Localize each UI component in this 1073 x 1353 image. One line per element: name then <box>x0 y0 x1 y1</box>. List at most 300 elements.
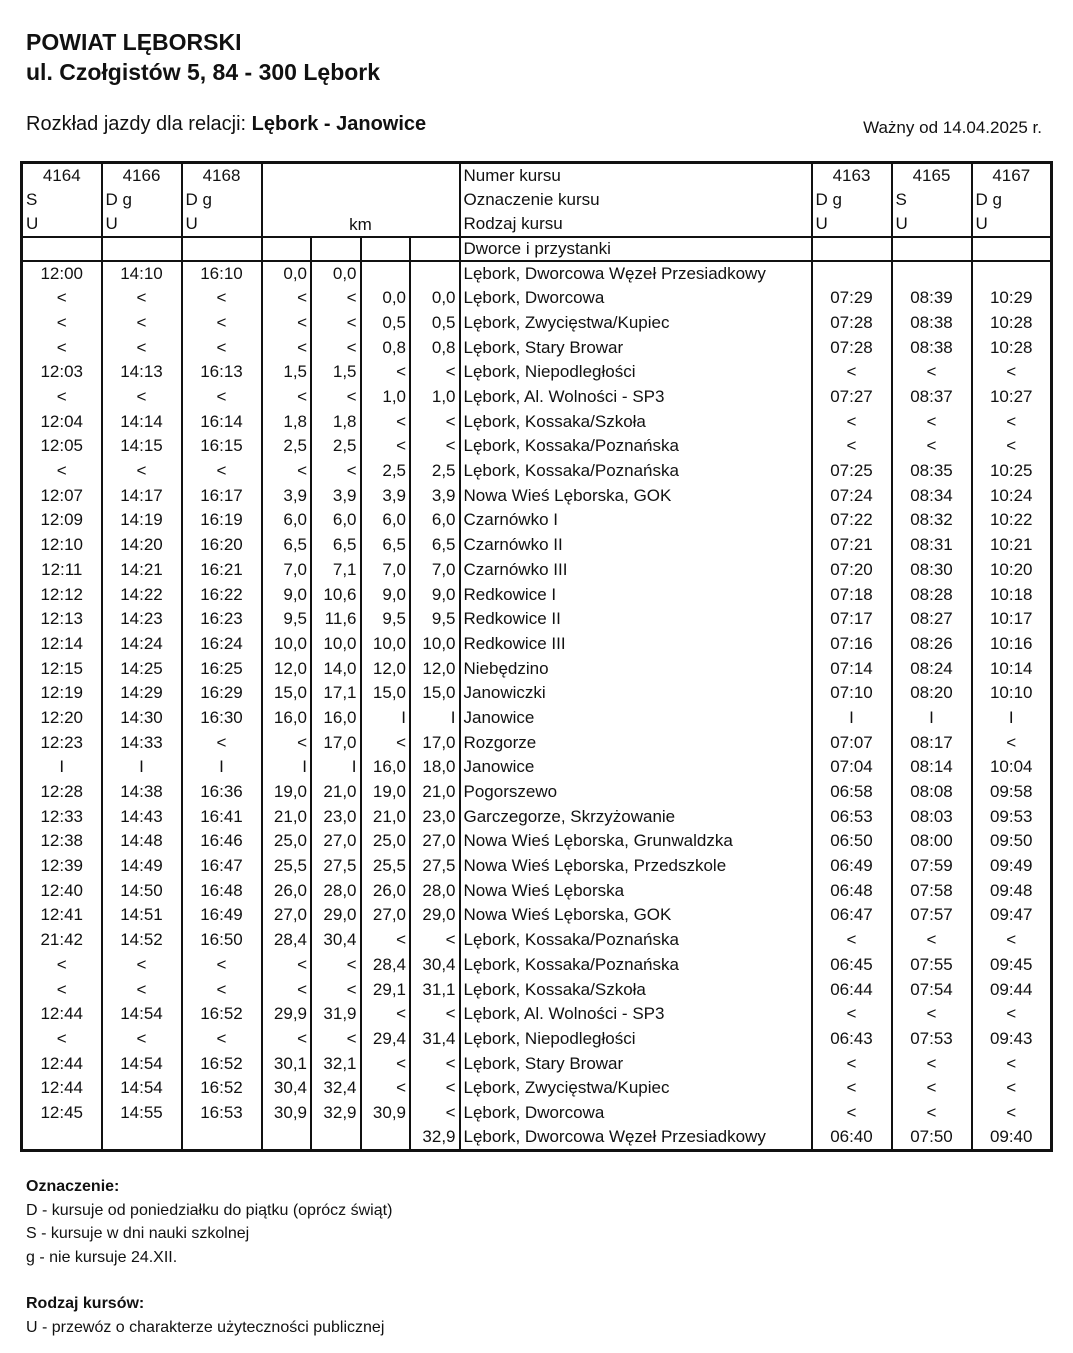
distance-km: < <box>410 1002 460 1027</box>
departure-time: < <box>182 311 262 336</box>
departure-time: < <box>56 954 67 974</box>
distance-km: < <box>262 953 312 978</box>
departure-time: 16:29 <box>182 681 262 706</box>
distance-km: < <box>262 385 312 410</box>
stop-row <box>22 953 1052 978</box>
departure-time: 09:53 <box>972 804 1052 829</box>
departure-time: 08:31 <box>892 533 972 558</box>
distance-km: 27,5 <box>311 854 361 879</box>
stop-name: Lębork, Kossaka/Poznańska <box>460 434 812 459</box>
distance-km: < <box>311 286 361 311</box>
departure-time: 16:21 <box>182 558 262 583</box>
distance-km: 15,0 <box>361 681 411 706</box>
distance-km: 17,0 <box>410 730 460 755</box>
departure-time: 07:57 <box>892 903 972 928</box>
departure-time: < <box>892 434 972 459</box>
distance-km <box>410 261 460 286</box>
departure-time: < <box>812 409 892 434</box>
departure-time: 07:16 <box>812 632 892 657</box>
departure-time: 07:24 <box>812 483 892 508</box>
header-row-type <box>22 212 1052 237</box>
departure-time: 07:54 <box>892 977 972 1002</box>
departure-time: 16:53 <box>182 1101 262 1126</box>
stop-row <box>22 483 1052 508</box>
stop-row <box>22 854 1052 879</box>
departure-time: 08:08 <box>892 780 972 805</box>
departure-time: 12:00 <box>22 261 102 286</box>
course-mark: D g <box>102 187 182 212</box>
distance-km: 10,0 <box>361 632 411 657</box>
distance-km: 3,9 <box>311 483 361 508</box>
stop-row <box>22 755 1052 780</box>
departure-time: 16:30 <box>182 706 262 731</box>
distance-km: 0,0 <box>311 261 361 286</box>
departure-time: 12:12 <box>40 584 84 604</box>
departure-time: 12:44 <box>40 1053 84 1073</box>
distance-km: 16,0 <box>262 706 312 731</box>
departure-time: 14:38 <box>102 780 182 805</box>
departure-time: 07:07 <box>812 730 892 755</box>
distance-km: < <box>262 459 312 484</box>
departure-time: 09:49 <box>972 854 1052 879</box>
departure-time: < <box>182 730 262 755</box>
departure-time: < <box>56 387 67 407</box>
row-label-mark: Oznaczenie kursu <box>460 187 812 212</box>
departure-time: 08:39 <box>892 286 972 311</box>
departure-time: < <box>102 953 182 978</box>
stop-name: Lębork, Kossaka/Szkoła <box>460 409 812 434</box>
departure-time: 08:35 <box>892 459 972 484</box>
course-type: U <box>102 212 182 237</box>
km-header: km <box>262 187 460 236</box>
distance-km: 29,9 <box>262 1002 312 1027</box>
distance-km: 31,9 <box>311 1002 361 1027</box>
departure-time: 06:44 <box>812 977 892 1002</box>
distance-km: 6,0 <box>410 508 460 533</box>
stop-row <box>22 360 1052 385</box>
departure-time: 08:17 <box>892 730 972 755</box>
distance-km: 21,0 <box>410 780 460 805</box>
distance-km: 27,0 <box>361 903 411 928</box>
distance-km: 6,0 <box>361 508 411 533</box>
departure-time: 07:29 <box>812 286 892 311</box>
stop-name: Nowa Wieś Lęborska, GOK <box>460 483 812 508</box>
departure-time: < <box>972 1051 1052 1076</box>
departure-time: 16:13 <box>182 360 262 385</box>
timetable <box>20 161 1053 1152</box>
departure-time: < <box>56 288 67 308</box>
departure-time: 16:36 <box>182 780 262 805</box>
departure-time: 14:49 <box>102 854 182 879</box>
departure-time: 06:58 <box>812 780 892 805</box>
departure-time: 09:44 <box>972 977 1052 1002</box>
distance-km: 30,9 <box>361 1101 411 1126</box>
timetable-body <box>22 163 1052 1151</box>
course-number: 4164 <box>42 165 81 185</box>
distance-km: 9,5 <box>410 607 460 632</box>
stop-row <box>22 1002 1052 1027</box>
stop-row <box>22 582 1052 607</box>
distance-km: 28,4 <box>262 928 312 953</box>
distance-km: 18,0 <box>410 755 460 780</box>
stop-name: Janowice <box>460 755 812 780</box>
course-type: U <box>892 212 972 237</box>
distance-km: 25,5 <box>361 854 411 879</box>
stop-name: Nowa Wieś Lęborska <box>460 878 812 903</box>
departure-time: 14:25 <box>102 656 182 681</box>
departure-time: I <box>102 755 182 780</box>
stop-row <box>22 804 1052 829</box>
stop-row <box>22 261 1052 286</box>
departure-time: 16:23 <box>182 607 262 632</box>
distance-km: 6,0 <box>311 508 361 533</box>
stop-name: Lębork, Kossaka/Poznańska <box>460 928 812 953</box>
departure-time: 10:28 <box>972 311 1052 336</box>
distance-km: 9,5 <box>361 607 411 632</box>
departure-time: 16:52 <box>182 1002 262 1027</box>
stop-row <box>22 681 1052 706</box>
departure-time: < <box>182 335 262 360</box>
legend-notes <box>26 1175 392 1339</box>
stop-name: Redkowice III <box>460 632 812 657</box>
departure-time: < <box>892 1002 972 1027</box>
stop-name: Lębork, Niepodległości <box>460 360 812 385</box>
distance-km <box>361 1125 411 1150</box>
distance-km: < <box>361 1051 411 1076</box>
distance-km: 6,5 <box>361 533 411 558</box>
distance-km: < <box>262 730 312 755</box>
stop-name: Niebędzino <box>460 656 812 681</box>
distance-km: I <box>410 706 460 731</box>
departure-time: 16:50 <box>182 928 262 953</box>
stop-name: Czarnówko I <box>460 508 812 533</box>
distance-km: 17,1 <box>311 681 361 706</box>
distance-km: 23,0 <box>410 804 460 829</box>
distance-km: 0,0 <box>262 261 312 286</box>
departure-time: 06:43 <box>812 1027 892 1052</box>
course-mark: D g <box>182 187 262 212</box>
distance-km: < <box>311 459 361 484</box>
departure-time: 16:46 <box>182 829 262 854</box>
departure-time: 14:50 <box>102 878 182 903</box>
stop-row <box>22 409 1052 434</box>
departure-time: < <box>182 977 262 1002</box>
departure-time: 12:14 <box>40 633 84 653</box>
departure-time: 10:16 <box>972 632 1052 657</box>
departure-time: 07:58 <box>892 878 972 903</box>
distance-km: < <box>361 409 411 434</box>
departure-time: < <box>102 1027 182 1052</box>
distance-km: 31,4 <box>410 1027 460 1052</box>
distance-km: < <box>361 928 411 953</box>
organization-header <box>26 27 380 87</box>
departure-time: < <box>972 1101 1052 1126</box>
departure-time: 16:41 <box>182 804 262 829</box>
distance-km: < <box>311 335 361 360</box>
stop-name: Lębork, Kossaka/Poznańska <box>460 459 812 484</box>
course-number: 4167 <box>972 163 1052 188</box>
distance-km: < <box>262 311 312 336</box>
departure-time: 07:28 <box>812 311 892 336</box>
departure-time: 16:22 <box>182 582 262 607</box>
departure-time: < <box>56 979 67 999</box>
distance-km: 17,0 <box>311 730 361 755</box>
stop-name: Rozgorze <box>460 730 812 755</box>
departure-time: 09:50 <box>972 829 1052 854</box>
departure-time: 07:22 <box>812 508 892 533</box>
departure-time: < <box>972 1076 1052 1101</box>
departure-time: 12:03 <box>40 362 84 382</box>
row-label-type: Rodzaj kursu <box>460 212 812 237</box>
distance-km: 30,4 <box>410 953 460 978</box>
course-type: U <box>972 212 1052 237</box>
distance-km: < <box>311 953 361 978</box>
stop-name: Lębork, Dworcowa <box>460 1101 812 1126</box>
stop-row <box>22 607 1052 632</box>
stop-row <box>22 878 1052 903</box>
departure-time: < <box>182 385 262 410</box>
departure-time: 06:48 <box>812 878 892 903</box>
departure-time: I <box>972 706 1052 731</box>
departure-time: 12:44 <box>40 1004 84 1024</box>
departure-time: 14:54 <box>102 1051 182 1076</box>
departure-time: < <box>892 928 972 953</box>
departure-time: 10:27 <box>972 385 1052 410</box>
departure-time: 16:24 <box>182 632 262 657</box>
departure-time: 14:52 <box>102 928 182 953</box>
departure-time: 07:50 <box>892 1125 972 1150</box>
distance-km: < <box>311 311 361 336</box>
departure-time: 08:30 <box>892 558 972 583</box>
distance-km: 21,0 <box>311 780 361 805</box>
distance-km: 7,0 <box>410 558 460 583</box>
course-mark: D g <box>972 187 1052 212</box>
distance-km: 12,0 <box>361 656 411 681</box>
departure-time <box>972 261 1052 286</box>
stop-row <box>22 1027 1052 1052</box>
departure-time: < <box>102 459 182 484</box>
departure-time: 10:20 <box>972 558 1052 583</box>
course-type: U <box>26 213 39 233</box>
stop-row <box>22 1051 1052 1076</box>
departure-time: 07:25 <box>812 459 892 484</box>
departure-time: < <box>812 1076 892 1101</box>
departure-time: 16:47 <box>182 854 262 879</box>
distance-km: 1,0 <box>361 385 411 410</box>
distance-km: 1,5 <box>311 360 361 385</box>
departure-time: 08:14 <box>892 755 972 780</box>
departure-time: 21:42 <box>40 930 84 950</box>
stop-name: Lębork, Zwycięstwa/Kupiec <box>460 311 812 336</box>
departure-time: 14:48 <box>102 829 182 854</box>
distance-km: I <box>262 755 312 780</box>
departure-time: 07:18 <box>812 582 892 607</box>
stop-name: Lębork, Kossaka/Poznańska <box>460 953 812 978</box>
departure-time: 16:15 <box>182 434 262 459</box>
departure-time: 14:20 <box>102 533 182 558</box>
departure-time: < <box>972 1002 1052 1027</box>
distance-km: I <box>361 706 411 731</box>
stop-row <box>22 434 1052 459</box>
stop-row <box>22 829 1052 854</box>
stop-name: Lębork, Dworcowa Węzeł Przesiadkowy <box>460 261 812 286</box>
distance-km: 19,0 <box>262 780 312 805</box>
distance-km: < <box>262 335 312 360</box>
distance-km: 7,1 <box>311 558 361 583</box>
departure-time: I <box>812 706 892 731</box>
distance-km: 6,5 <box>262 533 312 558</box>
departure-time: < <box>812 1002 892 1027</box>
departure-time: 14:30 <box>102 706 182 731</box>
relation-prefix: Rozkład jazdy dla relacji: <box>26 113 247 135</box>
distance-km: 21,0 <box>262 804 312 829</box>
distance-km: 25,5 <box>262 854 312 879</box>
departure-time: 14:13 <box>102 360 182 385</box>
departure-time: 14:51 <box>102 903 182 928</box>
distance-km: 1,0 <box>410 385 460 410</box>
distance-km: 1,8 <box>311 409 361 434</box>
distance-km: 9,5 <box>262 607 312 632</box>
distance-km: 28,0 <box>410 878 460 903</box>
distance-km: 6,5 <box>410 533 460 558</box>
departure-time: 12:07 <box>40 485 84 505</box>
distance-km: 0,0 <box>361 286 411 311</box>
distance-km: 6,0 <box>262 508 312 533</box>
distance-km: 6,5 <box>311 533 361 558</box>
stop-name: Lębork, Stary Browar <box>460 1051 812 1076</box>
departure-time: 09:48 <box>972 878 1052 903</box>
departure-time: 08:27 <box>892 607 972 632</box>
departure-time: 08:34 <box>892 483 972 508</box>
distance-km: 7,0 <box>361 558 411 583</box>
distance-km: 15,0 <box>262 681 312 706</box>
departure-time: 10:28 <box>972 335 1052 360</box>
distance-km: < <box>361 360 411 385</box>
departure-time: 12:40 <box>40 880 84 900</box>
departure-time: 08:00 <box>892 829 972 854</box>
departure-time: 09:47 <box>972 903 1052 928</box>
departure-time: 12:41 <box>40 905 84 925</box>
departure-time: < <box>182 1027 262 1052</box>
mark-note: g - nie kursuje 24.XII. <box>26 1248 178 1266</box>
distance-km: 27,0 <box>410 829 460 854</box>
distance-km: 31,1 <box>410 977 460 1002</box>
departure-time: 12:05 <box>40 436 84 456</box>
departure-time: 10:29 <box>972 286 1052 311</box>
departure-time: < <box>812 1051 892 1076</box>
distance-km: 19,0 <box>361 780 411 805</box>
departure-time: I <box>182 755 262 780</box>
departure-time: 10:17 <box>972 607 1052 632</box>
course-number: 4165 <box>892 163 972 188</box>
distance-km: 2,5 <box>311 434 361 459</box>
departure-time: 06:40 <box>812 1125 892 1150</box>
departure-time: 16:14 <box>182 409 262 434</box>
departure-time: < <box>102 335 182 360</box>
stop-row <box>22 1101 1052 1126</box>
departure-time: 07:17 <box>812 607 892 632</box>
departure-time: 07:21 <box>812 533 892 558</box>
departure-time: < <box>182 459 262 484</box>
departure-time: < <box>812 928 892 953</box>
distance-km: 12,0 <box>410 656 460 681</box>
departure-time: 14:29 <box>102 681 182 706</box>
departure-time: 12:20 <box>40 707 84 727</box>
distance-km: < <box>361 1076 411 1101</box>
departure-time: 12:15 <box>40 658 84 678</box>
course-number: 4168 <box>182 163 262 188</box>
distance-km: 32,9 <box>410 1125 460 1150</box>
distance-km: 3,9 <box>361 483 411 508</box>
stop-name: Nowa Wieś Lęborska, Przedszkole <box>460 854 812 879</box>
departure-time: < <box>812 360 892 385</box>
departure-time: 16:19 <box>182 508 262 533</box>
org-name: POWIAT LĘBORSKI <box>26 29 242 55</box>
stop-name: Garczegorze, Skrzyżowanie <box>460 804 812 829</box>
departure-time: 08:37 <box>892 385 972 410</box>
departure-time: < <box>102 311 182 336</box>
departure-time: 14:54 <box>102 1076 182 1101</box>
departure-time: 12:38 <box>40 831 84 851</box>
stop-row <box>22 928 1052 953</box>
departure-time: 10:04 <box>972 755 1052 780</box>
departure-time: 07:53 <box>892 1027 972 1052</box>
distance-km: 25,0 <box>262 829 312 854</box>
departure-time: 09:58 <box>972 780 1052 805</box>
departure-time: < <box>892 1101 972 1126</box>
stop-row <box>22 558 1052 583</box>
departure-time <box>22 1125 102 1150</box>
departure-time <box>182 1125 262 1150</box>
distance-km: 29,1 <box>361 977 411 1002</box>
distance-km: 10,6 <box>311 582 361 607</box>
departure-time: 12:11 <box>41 559 83 579</box>
departure-time: < <box>972 360 1052 385</box>
departure-time: 08:38 <box>892 335 972 360</box>
distance-km: 1,5 <box>262 360 312 385</box>
stop-row <box>22 632 1052 657</box>
departure-time: < <box>972 928 1052 953</box>
departure-time: 12:19 <box>40 683 84 703</box>
departure-time: 10:14 <box>972 656 1052 681</box>
distance-km: 0,8 <box>361 335 411 360</box>
departure-time: 09:40 <box>972 1125 1052 1150</box>
distance-km: 30,9 <box>262 1101 312 1126</box>
distance-km: 0,0 <box>410 286 460 311</box>
course-number: 4163 <box>812 163 892 188</box>
departure-time: 14:24 <box>102 632 182 657</box>
distance-km: < <box>410 409 460 434</box>
departure-time: 12:44 <box>40 1078 84 1098</box>
stop-row <box>22 459 1052 484</box>
distance-km: < <box>262 1027 312 1052</box>
departure-time: 09:45 <box>972 953 1052 978</box>
distance-km: 3,9 <box>410 483 460 508</box>
stop-row <box>22 730 1052 755</box>
departure-time: 07:10 <box>812 681 892 706</box>
departure-time: < <box>892 1076 972 1101</box>
departure-time: < <box>56 312 67 332</box>
departure-time: 07:55 <box>892 953 972 978</box>
distance-km: 30,4 <box>262 1076 312 1101</box>
departure-time: 07:59 <box>892 854 972 879</box>
departure-time: < <box>102 286 182 311</box>
departure-time: I <box>892 706 972 731</box>
departure-time: 10:10 <box>972 681 1052 706</box>
distance-km: < <box>262 977 312 1002</box>
distance-km: I <box>311 755 361 780</box>
departure-time: 12:04 <box>40 411 84 431</box>
